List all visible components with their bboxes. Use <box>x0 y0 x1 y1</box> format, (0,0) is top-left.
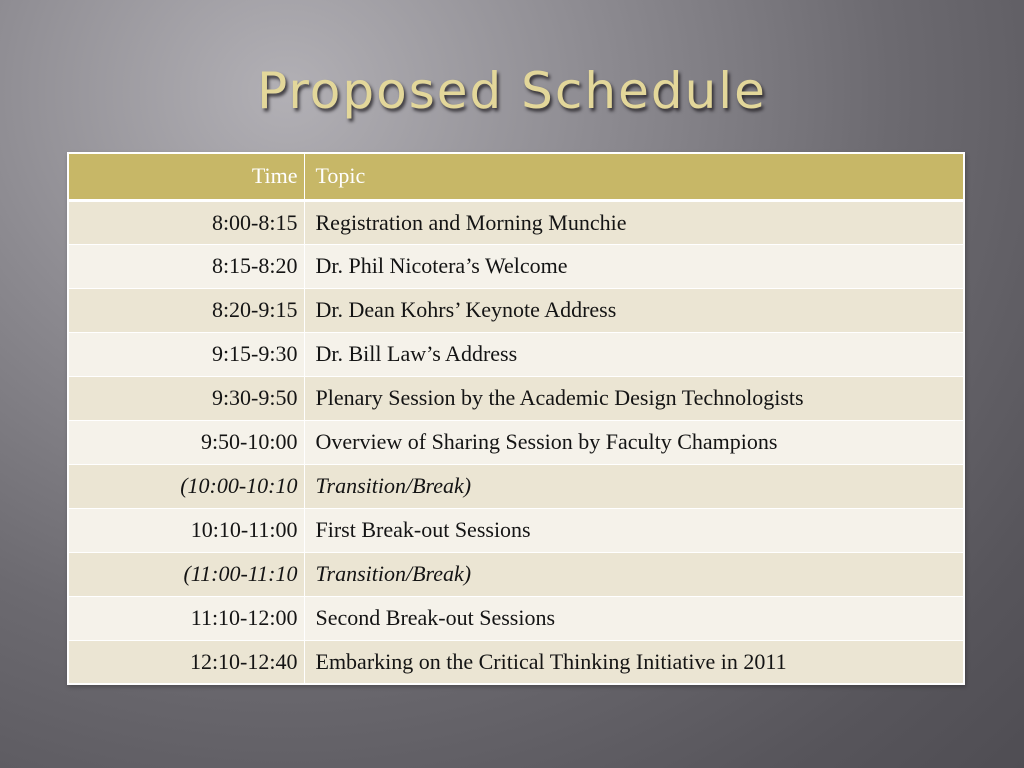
table-row <box>68 552 964 596</box>
topic-cell: Transition/Break) <box>304 552 964 596</box>
topic-cell: Dr. Dean Kohrs’ Keynote Address <box>304 288 964 332</box>
time-cell: 9:50-10:00 <box>68 420 304 464</box>
time-cell: 8:15-8:20 <box>68 244 304 288</box>
topic-cell: Registration and Morning Munchie <box>304 200 964 244</box>
header-time: Time <box>68 153 304 200</box>
time-cell: 9:15-9:30 <box>68 332 304 376</box>
topic-cell: Dr. Phil Nicotera’s Welcome <box>304 244 964 288</box>
time-cell: (10:00-10:10 <box>68 464 304 508</box>
table-row <box>68 640 964 684</box>
time-cell: 8:00-8:15 <box>68 200 304 244</box>
table-row <box>68 464 964 508</box>
topic-cell: Embarking on the Critical Thinking Initiative in 2011 <box>304 640 964 684</box>
topic-cell: Second Break-out Sessions <box>304 596 964 640</box>
table-row <box>68 596 964 640</box>
time-cell: 12:10-12:40 <box>68 640 304 684</box>
topic-cell: Plenary Session by the Academic Design Technologists <box>304 376 964 420</box>
time-cell: 8:20-9:15 <box>68 288 304 332</box>
topic-cell: Transition/Break) <box>304 464 964 508</box>
header-row <box>68 153 964 200</box>
time-cell: 11:10-12:00 <box>68 596 304 640</box>
table-row <box>68 376 964 420</box>
slide-title: Proposed Schedule <box>257 62 767 120</box>
table-row <box>68 508 964 552</box>
topic-cell: Dr. Bill Law’s Address <box>304 332 964 376</box>
table-row <box>68 332 964 376</box>
table-row <box>68 420 964 464</box>
topic-cell: Overview of Sharing Session by Faculty Champions <box>304 420 964 464</box>
table-body <box>68 200 964 684</box>
schedule-table <box>67 152 965 685</box>
time-cell: 10:10-11:00 <box>68 508 304 552</box>
header-topic: Topic <box>304 153 964 200</box>
table-row <box>68 200 964 244</box>
table-row <box>68 288 964 332</box>
table-row <box>68 244 964 288</box>
time-cell: 9:30-9:50 <box>68 376 304 420</box>
topic-cell: First Break-out Sessions <box>304 508 964 552</box>
table-header <box>68 153 964 200</box>
time-cell: (11:00-11:10 <box>68 552 304 596</box>
